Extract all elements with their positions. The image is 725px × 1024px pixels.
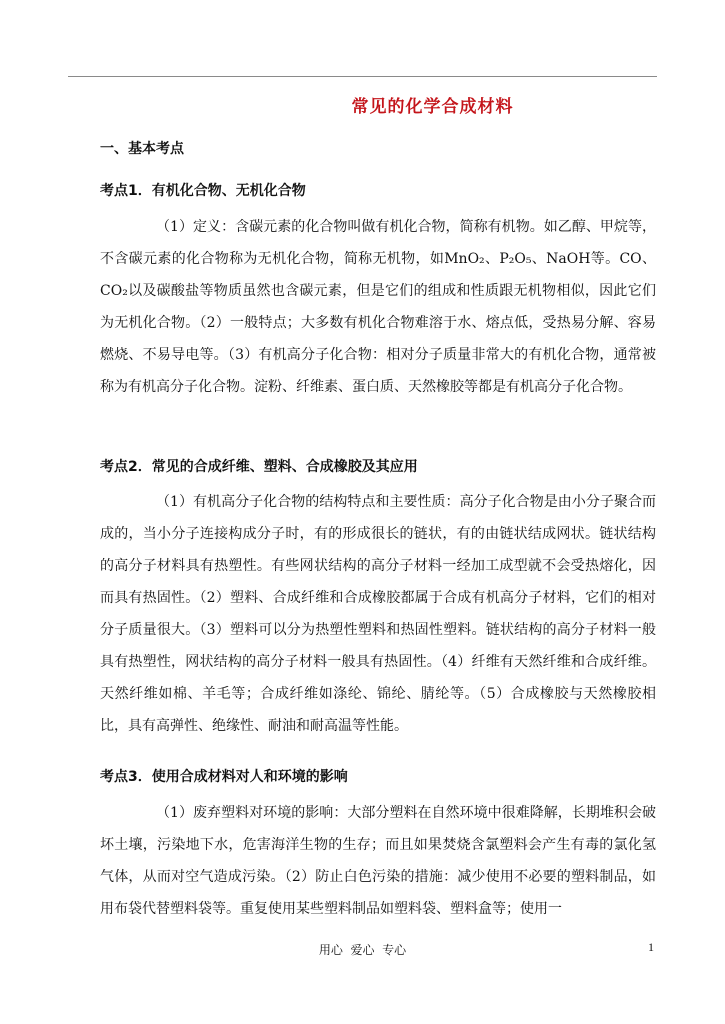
page-footer: 用心 爱心 专心: [318, 943, 407, 957]
section-heading-basics: 一、基本考点: [100, 141, 184, 157]
paragraph-point1: （1）定义：含碳元素的化合物叫做有机化合物，简称有机物。如乙醇、甲烷等，不含碳元素的化合物称为无机化合物，简称无机物，如MnO₂、P₂O₅、NaOH等。CO、CO₂以及碳酸盐等物质虽然也含碳元素，但是它们的组成和性质跟无机物相似，因此它们为无机化合物。（2）一般特点；大多数有机化合物难溶于水、熔点低，受热易分解、容易燃烧、不易导电等。（3）有机高分子化合物：相对分子质量非常大的有机化合物，通常被称为有机高分子化合物。淀粉、纤维素、蛋白质、天然橡胶等都是有机高分子化合物。: [100, 219, 656, 395]
paragraph-point3: （1）废弃塑料对环境的影响：大部分塑料在自然环境中很难降解，长期堆积会破坏土壤，污染地下水，危害海洋生物的生存；而且如果焚烧含氯塑料会产生有毒的氯化氢气体，从而对空气造成污染。（2）防止白色污染的措施：减少使用不必要的塑料制品，如用布袋代替塑料袋等。重复使用某些塑料制品如塑料袋、塑料盒等；使用一: [100, 805, 656, 917]
section-heading-point3: 考点3．使用合成材料对人和环境的影响: [100, 769, 348, 785]
header-rule: [68, 76, 657, 77]
section-heading-point1: 考点1．有机化合物、无机化合物: [100, 183, 306, 199]
page-title: 常见的化学合成材料: [351, 97, 514, 117]
paragraph-point2: （1）有机高分子化合物的结构特点和主要性质：高分子化合物是由小分子聚合而成的，当小分子连接构成分子时，有的形成很长的链状，有的由链状结成网状。链状结构的高分子材料具有热塑性。有些网状结构的高分子材料一经加工成型就不会受热熔化，因而具有热固性。（2）塑料、合成纤维和合成橡胶都属于合成有机高分子材料，它们的相对分子质量很大。（3）塑料可以分为热塑性塑料和热固性塑料。链状结构的高分子材料一般具有热塑性，网状结构的高分子材料一般具有热固性。（4）纤维有天然纤维和合成纤维。天然纤维如棉、羊毛等；合成纤维如涤纶、锦纶、腈纶等。（5）合成橡胶与天然橡胶相比，具有高弹性、绝缘性、耐油和耐高温等性能。: [100, 494, 656, 734]
page-number: 1: [648, 940, 654, 954]
section-heading-point2: 考点2．常见的合成纤维、塑料、合成橡胶及其应用: [100, 459, 418, 475]
